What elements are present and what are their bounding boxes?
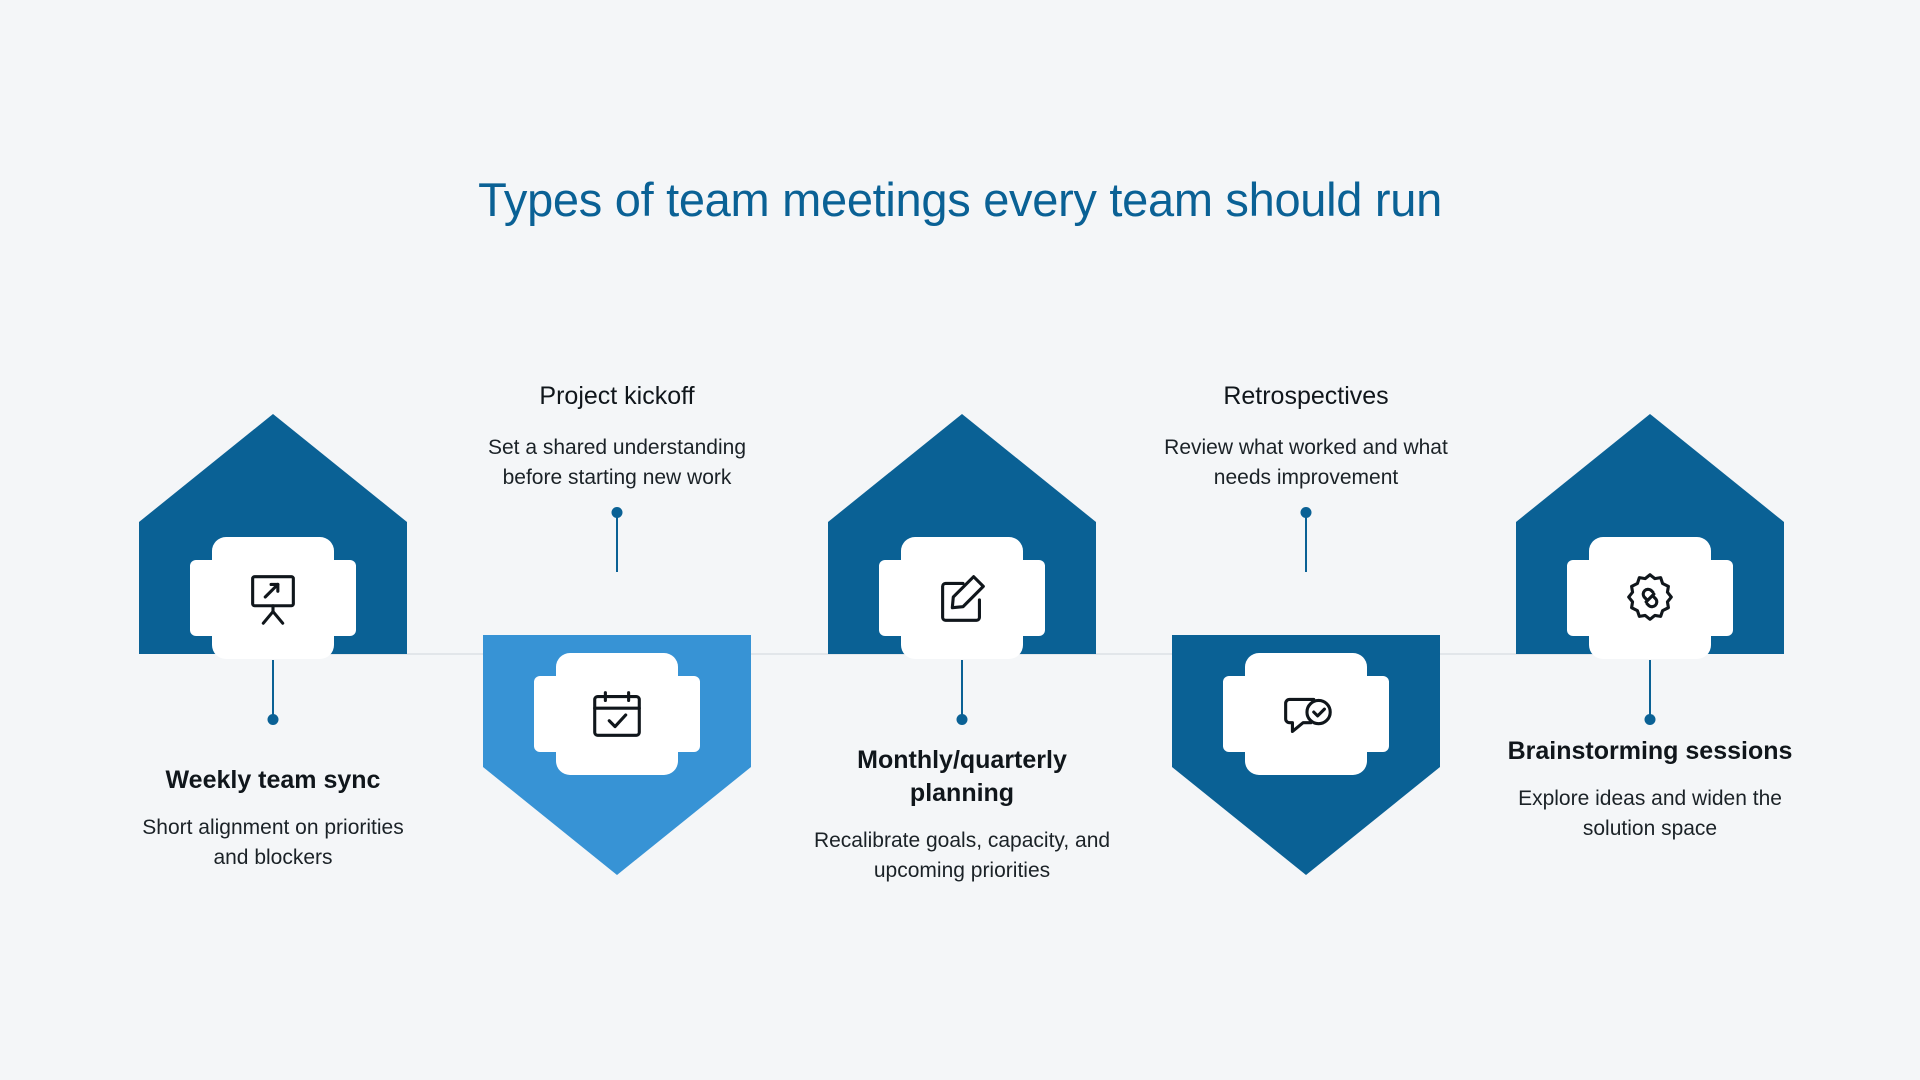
connector-stem	[961, 660, 963, 720]
icon-tile	[556, 653, 678, 775]
connector-dot	[268, 714, 279, 725]
step-description: Short alignment on priorities and blockers	[142, 816, 404, 869]
step-text	[1500, 735, 1800, 844]
step-retrospectives[interactable]	[1141, 0, 1471, 1080]
connector-stem	[1305, 512, 1307, 572]
connector-dot	[1645, 714, 1656, 725]
step-brainstorming-sessions[interactable]	[1485, 0, 1815, 1080]
step-weekly-team-sync[interactable]	[108, 0, 438, 1080]
gear-link-icon	[1619, 567, 1681, 629]
step-description: Explore ideas and widen the solution space	[1518, 787, 1782, 840]
connector-stem	[272, 660, 274, 720]
step-heading: Project kickoff	[539, 382, 695, 410]
step-monthly-quarterly-planning[interactable]	[797, 0, 1127, 1080]
step-heading: Retrospectives	[1223, 382, 1389, 410]
step-description: Set a shared understanding before starting new work	[487, 436, 747, 489]
step-project-kickoff[interactable]	[452, 0, 782, 1080]
step-heading: Brainstorming sessions	[1507, 737, 1793, 765]
page-title: Types of team meetings every team should run	[478, 173, 1442, 226]
icon-tile	[1589, 537, 1711, 659]
step-text	[1156, 380, 1456, 493]
connector-dot	[612, 507, 623, 518]
step-heading: Weekly team sync	[165, 766, 381, 794]
icon-tile	[901, 537, 1023, 659]
icon-tile	[1245, 653, 1367, 775]
connector-stem	[1649, 660, 1651, 720]
connector-dot	[957, 714, 968, 725]
icon-tile	[212, 537, 334, 659]
step-text	[123, 764, 423, 873]
note-pencil-icon	[931, 567, 993, 629]
connector-dot	[1301, 507, 1312, 518]
step-description: Recalibrate goals, capacity, and upcoming priorities	[813, 829, 1111, 882]
step-text	[812, 744, 1112, 886]
connector-stem	[616, 512, 618, 572]
chat-check-icon	[1275, 683, 1337, 745]
step-description: Review what worked and what needs improvement	[1164, 436, 1448, 489]
step-heading: Monthly/quarterly planning	[857, 746, 1067, 807]
presentation-board-icon	[242, 567, 304, 629]
calendar-check-icon	[586, 683, 648, 745]
step-text	[467, 380, 767, 493]
